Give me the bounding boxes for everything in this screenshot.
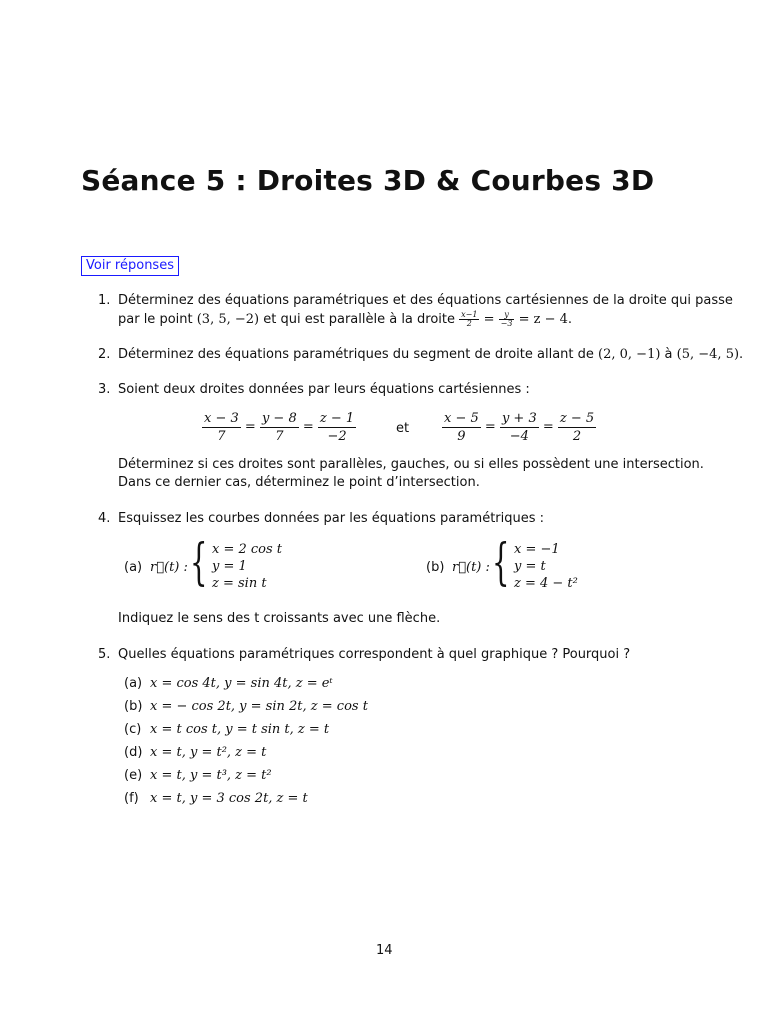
q1-frac-x: $\frac{x-1}{2}$ (461, 310, 478, 328)
q5-item-equation: x = t cos t, y = t sin t, z = t (150, 722, 330, 737)
q5-item-equation: x = − cos 2t, y = sin 2t, z = cos t (150, 699, 368, 714)
page-title: Séance 5 : Droites 3D & Courbes 3D (81, 164, 655, 197)
q4-intro: Esquissez les courbes données par les équations paramétriques : (118, 511, 545, 526)
q3-line2-equation: $\frac{x - 5}{9}$ = $\frac{y + 3}{-4}$ = $\frac{z - 5}{2}$ (444, 411, 595, 444)
q1-line1: Déterminez des équations paramétriques et des équations cartésiennes de la droite qui passe (118, 293, 733, 308)
q4b-brace: { (492, 533, 510, 591)
q4a-label: (a) (124, 560, 143, 575)
q1-tail: = z − 4. (518, 312, 572, 327)
q4a-brace: { (190, 533, 208, 591)
q1-point: (3, 5, −2) (196, 312, 260, 327)
page-number: 14 (376, 943, 393, 958)
q5-item-label: (c) (124, 722, 142, 737)
q5-intro: Quelles équations paramétriques correspondent à quel graphique ? Pourquoi ? (118, 647, 631, 662)
q3-intro: Soient deux droites données par leurs équations cartésiennes : (118, 382, 530, 397)
q1-frac-y: $\frac{y}{-3}$ (500, 310, 513, 328)
q5-item-label: (f) (124, 791, 139, 806)
q5-number: 5. (98, 647, 111, 662)
q4-number: 4. (98, 511, 111, 526)
q5-item-label: (d) (124, 745, 143, 760)
q2-number: 2. (98, 347, 111, 362)
answers-link[interactable]: Voir réponses (81, 256, 179, 276)
q5-item-equation: x = t, y = t², z = t (150, 745, 267, 760)
q4a-vector: r⃗(t) : (150, 560, 188, 575)
q4a-system: x = 2 cos t y = 1 z = sin t (212, 542, 283, 591)
q5-item-label: (b) (124, 699, 143, 714)
q3-line1-equation: $\frac{x - 3}{7}$ = $\frac{y - 8}{7}$ = $\frac{z - 1}{-2}$ (204, 411, 355, 444)
q4b-vector: r⃗(t) : (452, 560, 490, 575)
q5-item-equation: x = cos 4t, y = sin 4t, z = eᵗ (150, 676, 333, 691)
q3-et: et (396, 421, 410, 436)
q3-line2: Dans ce dernier cas, déterminez le point d’intersection. (118, 475, 480, 490)
q5-item-equation: x = t, y = 3 cos 2t, z = t (150, 791, 308, 806)
q3-line1: Déterminez si ces droites sont parallèles, gauches, ou si elles possèdent une intersection. (118, 457, 704, 472)
q4b-label: (b) (426, 560, 445, 575)
q1-line2: par le point (3, 5, −2) et qui est parallèle à la droite $\frac{x-1}{2}$ = $\frac{y}{-3}$ = z − 4. (118, 310, 572, 328)
q4b-system: x = −1 y = t z = 4 − t² (514, 542, 578, 591)
q4-note: Indiquez le sens des t croissants avec une flèche. (118, 611, 441, 626)
q3-number: 3. (98, 382, 111, 397)
q2-text: Déterminez des équations paramétriques du segment de droite allant de (2, 0, −1) à (5, −4, 5). (118, 347, 744, 362)
q1-number: 1. (98, 293, 111, 308)
q5-item-label: (a) (124, 676, 143, 691)
q5-item-equation: x = t, y = t³, z = t² (150, 768, 272, 783)
q5-item-label: (e) (124, 768, 143, 783)
